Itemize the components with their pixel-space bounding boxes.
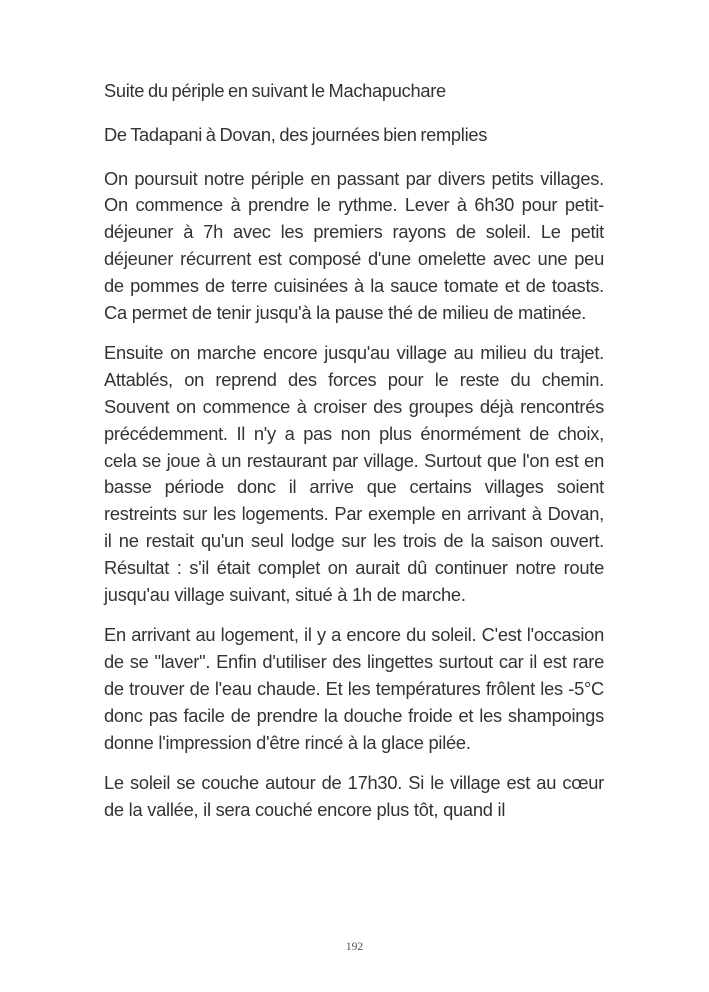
paragraph-2: Ensuite on marche encore jusqu'au village au milieu du trajet. Attablés, on reprend des forces pour le reste du chemin. Souvent on commence à croiser des groupes déjà rencontrés précédemment. Il n'y a pas non plus énormément de choix, cela se joue à un restaurant par village. Surtout que l'on est en basse période donc il arrive que certains villages soient restreints sur les logements. Par exemple en arrivant à Dovan, il ne restait qu'un seul lodge sur les trois de la saison ouvert. Résultat : s'il était complet on aurait dû continuer notre route jusqu'au village suivant, situé à 1h de marche. (104, 342, 604, 605)
paragraph-4: Le soleil se couche autour de 17h30. Si le village est au cœur de la vallée, il sera couché encore plus tôt, quand il (104, 772, 604, 821)
paragraph-1: On poursuit notre périple en passant par divers petits villages. On commence à prendre le rythme. Lever à 6h30 pour petit-déjeuner à 7h avec les premiers rayons de soleil. Le petit déjeuner récurrent est composé d'une omelette avec une peu de pommes de terre cuisinées à la sauce tomate et de toasts. Ca permet de tenir jusqu'à la pause thé de milieu de matinée. (104, 167, 604, 323)
page-content (104, 78, 604, 824)
paragraph-3: En arrivant au logement, il y a encore du soleil. C'est l'occasion de se "laver". Enfin d'utiliser des lingettes surtout car il est rare de trouver de l'eau chaude. Et les températures frôlent les -5°C donc pas facile de prendre la douche froide et les shampoings donne l'impression d'être rincé à la glace pilée. (104, 624, 604, 753)
page-number: 192 (345, 941, 364, 953)
chapter-title: Suite du périple en suivant le Machapuchare (104, 80, 446, 101)
section-subtitle: De Tadapani à Dovan, des journées bien remplies (104, 123, 488, 145)
